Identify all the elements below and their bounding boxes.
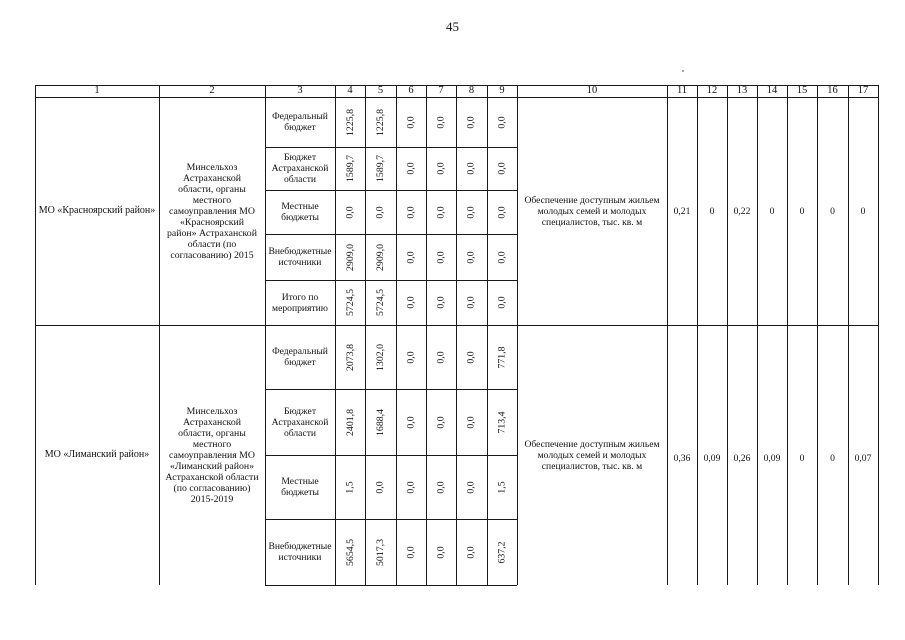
value-col-7-cell xyxy=(426,455,456,519)
column-header-3-cell xyxy=(265,85,335,97)
target-col-15: 0 xyxy=(799,452,805,464)
column-header-6: 6 xyxy=(408,85,414,96)
value-col-6-cell xyxy=(396,519,426,585)
funding-source: Бюджет Астраханской области xyxy=(271,405,329,439)
column-header-1: 1 xyxy=(94,85,100,96)
value-col-9-cell xyxy=(487,234,517,280)
target-col-16: 0 xyxy=(830,452,835,464)
target-col-11: 0,21 xyxy=(673,205,691,217)
value-col-7: 0,0 xyxy=(435,162,447,175)
value-col-4-cell xyxy=(335,325,365,389)
value-col-7: 0,0 xyxy=(435,350,447,364)
target-col-14: 0,09 xyxy=(763,452,781,464)
column-rule-1 xyxy=(159,85,160,585)
target-col-17-cell xyxy=(848,97,878,325)
value-col-7: 0,0 xyxy=(435,545,447,559)
value-col-5: 1589,7 xyxy=(374,155,386,182)
value-col-6: 0,0 xyxy=(405,205,417,219)
value-col-8-cell xyxy=(456,97,487,147)
target-col-12-cell xyxy=(697,97,727,325)
value-col-7-cell xyxy=(426,97,456,147)
executor-text: Минсельхоз Астраханской области, органы местного самоуправления МО «Лиманский район» Астраханской области (по согласованию) 2015-2019 xyxy=(165,405,259,505)
column-header-4: 4 xyxy=(347,85,353,96)
value-col-5: 1225,8 xyxy=(374,108,386,136)
column-header-16-cell xyxy=(817,85,848,97)
column-header-9: 9 xyxy=(499,85,505,96)
indicator-text-cell xyxy=(520,97,664,325)
value-col-6: 0,0 xyxy=(405,415,417,429)
value-col-9: 0,0 xyxy=(496,162,508,175)
value-col-8-cell xyxy=(456,147,487,190)
value-col-8: 0,0 xyxy=(466,296,477,309)
column-header-10: 10 xyxy=(586,85,598,96)
page-number: 45 xyxy=(446,19,459,34)
value-col-5-cell xyxy=(365,325,396,389)
target-col-15: 0 xyxy=(799,205,805,217)
column-rule-2 xyxy=(265,85,266,585)
value-col-4: 2401,8 xyxy=(344,408,356,436)
value-col-8: 0,0 xyxy=(466,350,477,364)
municipality-name: МО «Красноярский район» xyxy=(38,205,156,216)
value-col-4-cell xyxy=(335,147,365,190)
column-header-12-cell xyxy=(697,85,727,97)
funding-source-cell xyxy=(268,519,332,585)
value-col-7: 0,0 xyxy=(435,205,447,219)
funding-source-cell xyxy=(268,280,332,325)
value-col-5: 2909,0 xyxy=(374,243,386,271)
value-col-8-cell xyxy=(456,389,487,455)
value-col-6-cell xyxy=(396,280,426,325)
value-col-4-cell xyxy=(335,389,365,455)
value-col-9: 0,0 xyxy=(496,205,508,219)
value-col-6: 0,0 xyxy=(405,115,417,129)
value-col-4-cell xyxy=(335,280,365,325)
indicator-text-cell xyxy=(520,325,664,585)
column-rule-9 xyxy=(517,85,518,585)
value-col-7-cell xyxy=(426,234,456,280)
column-header-5: 5 xyxy=(377,85,384,96)
value-col-4: 5654,5 xyxy=(344,538,356,566)
value-col-9-cell xyxy=(487,519,517,585)
column-header-15-cell xyxy=(787,85,817,97)
value-col-6: 0,0 xyxy=(405,480,417,494)
value-col-9-cell xyxy=(487,325,517,389)
indicator-text: Обеспечение доступным жильем молодых семей и молодых специалистов, тыс. кв. м xyxy=(524,438,660,472)
target-col-11-cell xyxy=(667,97,697,325)
value-col-9: 713,4 xyxy=(496,410,508,434)
value-col-4-cell xyxy=(335,455,365,519)
value-col-8: 0,0 xyxy=(466,162,477,175)
target-col-14-cell xyxy=(757,331,787,585)
column-header-14: 14 xyxy=(766,85,778,96)
value-col-8-cell xyxy=(456,455,487,519)
column-header-4-cell xyxy=(335,85,365,97)
column-header-1-cell xyxy=(35,85,159,97)
value-col-8-cell xyxy=(456,280,487,325)
target-col-15-cell xyxy=(787,331,817,585)
funding-source-cell xyxy=(268,147,332,190)
value-col-8-cell xyxy=(456,234,487,280)
municipality-name-cell xyxy=(37,97,157,325)
target-col-12-cell xyxy=(697,331,727,585)
value-col-5-cell xyxy=(365,97,396,147)
value-col-4: 1589,7 xyxy=(344,155,356,182)
column-header-2: 2 xyxy=(209,85,215,96)
value-col-6: 0,0 xyxy=(405,250,417,264)
target-col-14: 0 xyxy=(769,205,775,217)
column-header-13-cell xyxy=(727,85,757,97)
value-col-6-cell xyxy=(396,455,426,519)
table-bottom-rule xyxy=(265,585,517,586)
value-col-6-cell xyxy=(396,389,426,455)
column-header-7: 7 xyxy=(438,85,444,96)
value-col-8-cell xyxy=(456,519,487,585)
funding-source: Местные бюджеты xyxy=(281,201,319,223)
value-col-8: 0,0 xyxy=(466,480,477,494)
column-header-9-cell xyxy=(487,85,517,97)
value-col-5: 0,0 xyxy=(375,205,386,219)
funding-source-cell xyxy=(268,455,332,519)
value-col-7: 0,0 xyxy=(435,250,447,264)
column-header-13: 13 xyxy=(736,85,748,96)
funding-source: Бюджет Астраханской области xyxy=(271,152,329,185)
value-col-7-cell xyxy=(426,280,456,325)
value-col-8-cell xyxy=(456,190,487,234)
funding-source: Внебюджетные источники xyxy=(268,541,332,563)
value-col-5: 5724,5 xyxy=(374,289,386,316)
value-col-5-cell xyxy=(365,234,396,280)
funding-source-cell xyxy=(268,234,332,280)
executor-text: Минсельхоз Астраханской области, органы местного самоуправления МО «Красноярский район» Астраханской области (по согласованию) 2015 xyxy=(167,161,257,261)
column-header-11-cell xyxy=(667,85,697,97)
value-col-9: 0,0 xyxy=(496,296,508,309)
target-col-14-cell xyxy=(757,97,787,325)
funding-source-cell xyxy=(268,389,332,455)
value-col-8: 0,0 xyxy=(466,415,477,429)
value-col-4-cell xyxy=(335,234,365,280)
funding-source: Внебюджетные источники xyxy=(268,246,332,268)
target-col-12: 0,09 xyxy=(703,452,721,464)
value-col-6-cell xyxy=(396,325,426,389)
value-col-9: 1,5 xyxy=(496,480,508,494)
target-col-12: 0 xyxy=(709,205,715,217)
value-col-7-cell xyxy=(426,190,456,234)
value-col-9-cell xyxy=(487,389,517,455)
target-col-16-cell xyxy=(817,97,848,325)
column-header-8: 8 xyxy=(468,85,475,96)
value-col-7-cell xyxy=(426,325,456,389)
target-col-16-cell xyxy=(817,331,848,585)
value-col-9: 0,0 xyxy=(496,250,508,264)
value-col-7: 0,0 xyxy=(435,296,447,309)
column-header-8-cell xyxy=(456,85,487,97)
column-header-17-cell xyxy=(848,85,878,97)
funding-source-cell xyxy=(268,97,332,147)
value-col-9: 637,2 xyxy=(496,540,508,564)
value-col-9-cell xyxy=(487,97,517,147)
value-col-5-cell xyxy=(365,389,396,455)
column-header-17: 17 xyxy=(857,85,869,96)
target-col-13-cell xyxy=(727,97,757,325)
target-col-17: 0,07 xyxy=(854,452,872,464)
municipality-name: МО «Лиманский район» xyxy=(44,449,150,460)
column-header-2-cell xyxy=(159,85,265,97)
value-col-6-cell xyxy=(396,190,426,234)
column-header-10-cell xyxy=(517,85,667,97)
value-col-6: 0,0 xyxy=(405,162,417,175)
value-col-8: 0,0 xyxy=(466,115,477,129)
value-col-6: 0,0 xyxy=(405,296,417,309)
value-col-5: 1302,0 xyxy=(374,343,386,371)
column-header-6-cell xyxy=(396,85,426,97)
funding-source: Местные бюджеты xyxy=(281,476,319,498)
value-col-5: 0,0 xyxy=(375,480,386,494)
value-col-4-cell xyxy=(335,519,365,585)
value-col-4: 5724,5 xyxy=(344,289,356,316)
value-col-5-cell xyxy=(365,280,396,325)
value-col-8: 0,0 xyxy=(466,250,477,264)
target-col-13: 0,22 xyxy=(733,205,751,217)
funding-source: Федеральный бюджет xyxy=(272,111,328,133)
column-header-11: 11 xyxy=(676,85,688,96)
value-col-6: 0,0 xyxy=(405,545,417,559)
column-rule-0 xyxy=(35,85,36,585)
value-col-6-cell xyxy=(396,234,426,280)
value-col-4: 0,0 xyxy=(344,205,356,219)
funding-source: Итого по мероприятию xyxy=(272,291,328,314)
target-col-13: 0,26 xyxy=(733,452,751,464)
value-col-9-cell xyxy=(487,147,517,190)
column-header-14-cell xyxy=(757,85,787,97)
value-col-4: 1,5 xyxy=(344,480,356,494)
value-col-5-cell xyxy=(365,455,396,519)
value-col-5-cell xyxy=(365,147,396,190)
value-col-5: 1688,4 xyxy=(374,408,386,436)
funding-source-cell xyxy=(268,190,332,234)
funding-source-cell xyxy=(268,325,332,389)
target-col-17: 0 xyxy=(860,205,866,217)
target-col-13-cell xyxy=(727,331,757,585)
value-col-7-cell xyxy=(426,519,456,585)
column-header-15: 15 xyxy=(796,85,808,96)
value-col-8: 0,0 xyxy=(466,545,477,559)
value-col-5: 5017,3 xyxy=(374,538,386,566)
value-col-4-cell xyxy=(335,97,365,147)
value-col-7: 0,0 xyxy=(435,480,447,494)
executor-text-cell xyxy=(165,325,259,585)
value-col-7: 0,0 xyxy=(435,115,447,129)
value-col-9-cell xyxy=(487,455,517,519)
value-col-5-cell xyxy=(365,519,396,585)
value-col-8-cell xyxy=(456,325,487,389)
target-col-16: 0 xyxy=(830,205,835,217)
column-header-5-cell xyxy=(365,85,396,97)
value-col-4: 2909,0 xyxy=(344,243,356,271)
value-col-9: 0,0 xyxy=(496,115,508,129)
column-header-12: 12 xyxy=(706,85,718,96)
value-col-4-cell xyxy=(335,190,365,234)
column-header-7-cell xyxy=(426,85,456,97)
target-col-17-cell xyxy=(848,331,878,585)
municipality-name-cell xyxy=(37,325,157,585)
value-col-7: 0,0 xyxy=(435,415,447,429)
value-col-7-cell xyxy=(426,147,456,190)
value-col-9: 771,8 xyxy=(496,345,508,369)
column-header-3: 3 xyxy=(297,85,303,96)
value-col-5-cell xyxy=(365,190,396,234)
value-col-6: 0,0 xyxy=(405,350,417,364)
column-header-16: 16 xyxy=(827,85,838,96)
value-col-6-cell xyxy=(396,97,426,147)
value-col-8: 0,0 xyxy=(466,205,477,219)
value-col-9-cell xyxy=(487,280,517,325)
value-col-7-cell xyxy=(426,389,456,455)
target-col-11-cell xyxy=(667,331,697,585)
value-col-6-cell xyxy=(396,147,426,190)
target-col-15-cell xyxy=(787,97,817,325)
executor-text-cell xyxy=(165,97,259,325)
value-col-9-cell xyxy=(487,190,517,234)
value-col-4: 1225,8 xyxy=(344,108,356,136)
target-col-11: 0,36 xyxy=(673,452,691,464)
funding-source: Федеральный бюджет xyxy=(272,346,328,368)
value-col-4: 2073,8 xyxy=(344,343,356,371)
column-rule-17 xyxy=(878,85,879,585)
indicator-text: Обеспечение доступным жильем молодых семей и молодых специалистов, тыс. кв. м xyxy=(524,194,660,228)
